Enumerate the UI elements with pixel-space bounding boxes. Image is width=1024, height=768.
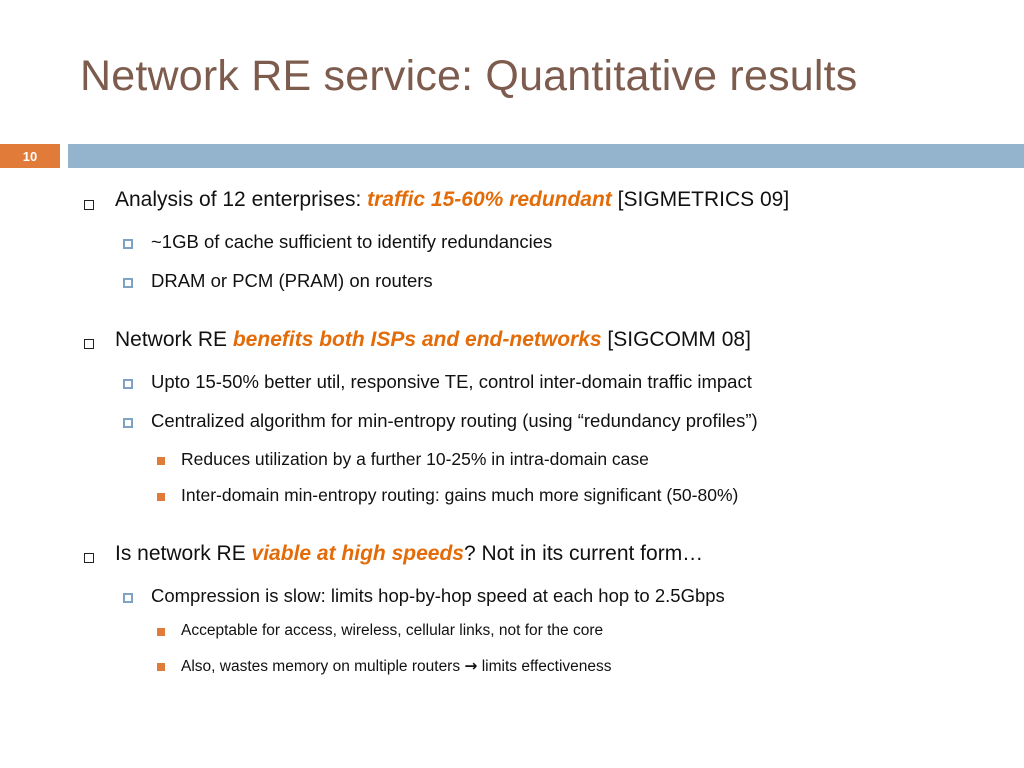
- bullet-2-citation: [SIGCOMM 08]: [601, 328, 751, 351]
- bullet-1-sub-2: DRAM or PCM (PRAM) on routers: [151, 270, 433, 291]
- bullet-3-sub-1: Compression is slow: limits hop-by-hop speed at each hop to 2.5Gbps: [151, 585, 725, 606]
- bullet-3-highlight: viable at high speeds: [251, 542, 464, 565]
- filled-square-bullet-icon: [157, 628, 165, 636]
- bullet-3: [115, 542, 703, 566]
- filled-square-bullet-icon: [157, 493, 165, 501]
- slide-title: Network RE service: Quantitative results: [80, 52, 858, 100]
- bullet-3-subsub-2: [181, 657, 612, 676]
- hollow-square-bullet-icon: [84, 553, 94, 563]
- bullet-1-text: Analysis of 12 enterprises:: [115, 188, 368, 211]
- filled-square-bullet-icon: [157, 663, 165, 671]
- bullet-2-sub-2: Centralized algorithm for min-entropy routing (using “redundancy profiles”): [151, 410, 758, 431]
- bullet-2: [115, 328, 751, 352]
- slide-number: 10: [0, 144, 60, 168]
- bullet-3-subsub-2-text: Also, wastes memory on multiple routers: [181, 658, 461, 675]
- bullet-2-subsub-2: Inter-domain min-entropy routing: gains much more significant (50-80%): [181, 485, 739, 505]
- bullet-2-sub-1: Upto 15-50% better util, responsive TE, control inter-domain traffic impact: [151, 371, 752, 392]
- filled-square-bullet-icon: [157, 457, 165, 465]
- bullet-3-text: Is network RE: [115, 542, 252, 565]
- hollow-square-bullet-icon: [84, 200, 94, 210]
- bullet-1-highlight: traffic 15-60% redundant: [367, 188, 612, 211]
- square-bullet-icon: [123, 418, 133, 428]
- square-bullet-icon: [123, 593, 133, 603]
- bullet-3-tail: ? Not in its current form…: [463, 542, 704, 565]
- hollow-square-bullet-icon: [84, 339, 94, 349]
- square-bullet-icon: [123, 379, 133, 389]
- bullet-2-subsub-1: Reduces utilization by a further 10-25% in intra-domain case: [181, 449, 649, 469]
- square-bullet-icon: [123, 239, 133, 249]
- bullet-2-highlight: benefits both ISPs and end-networks: [232, 328, 602, 351]
- arrow-right-icon: →: [464, 657, 478, 675]
- bullet-3-subsub-1: Acceptable for access, wireless, cellular links, not for the core: [181, 622, 604, 639]
- square-bullet-icon: [123, 278, 133, 288]
- bullet-2-text: Network RE: [115, 328, 233, 351]
- bullet-1: [115, 188, 789, 212]
- bullet-1-citation: [SIGMETRICS 09]: [611, 188, 790, 211]
- title-divider-bar: [68, 144, 1024, 168]
- bullet-3-subsub-2-tail: limits effectiveness: [481, 658, 612, 675]
- bullet-1-sub-1: ~1GB of cache sufficient to identify redundancies: [151, 231, 553, 252]
